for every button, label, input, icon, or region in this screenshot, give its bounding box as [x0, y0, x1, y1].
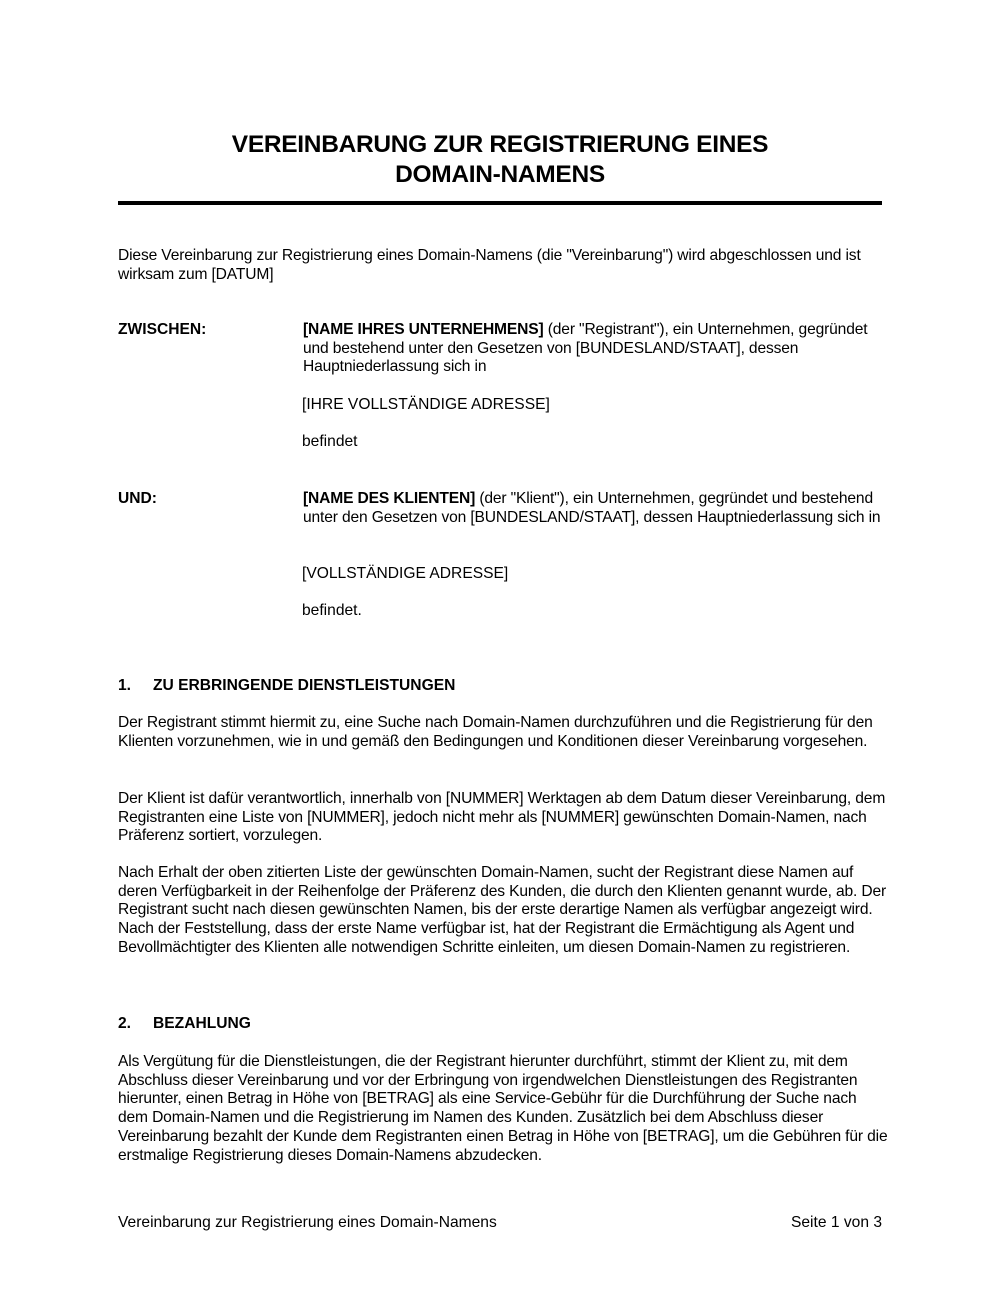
section-1-paragraph-1: Der Registrant stimmt hiermit zu, eine Suche nach Domain-Namen durchzuführen und die Registrierung für den Klienten vorzunehmen, wie in und gemäß den Bedingungen und Konditionen dieser Vereinbarung vorgesehen.	[118, 714, 873, 750]
party-address-client: [VOLLSTÄNDIGE ADRESSE]	[302, 565, 509, 582]
party-label-between: ZWISCHEN:	[118, 321, 207, 338]
footer-page-number: Seite 1 von 3	[790, 1214, 882, 1231]
party-closing-client: befindet.	[302, 602, 362, 619]
section-number: 1.	[118, 677, 132, 694]
section-1-paragraph-3: Nach Erhalt der oben zitierten Liste der gewünschten Domain-Namen, sucht der Registrant diese Namen auf deren Verfügbarkeit in der Reihenfolge der Präferenz des Kunden, die durch den Klienten genannt wurde, ab. Der Registrant sucht nach diesen gewünschten Namen, bis der erste derartige Namen als verfügbar angezeigt wird. Nach der Feststellung, dass der erste Name verfügbar ist, hat der Registrant die Ermächtigung als Agent und Bevollmächtigter des Klienten alle notwendigen Schritte einleiten, um diesen Domain-Namen zu registrieren.	[118, 864, 887, 956]
title-line-2: DOMAIN-NAMENS	[395, 161, 605, 188]
party-label-and: UND:	[118, 490, 157, 507]
party-name-client: [NAME DES KLIENTEN]	[303, 490, 476, 507]
section-title: BEZAHLUNG	[153, 1015, 251, 1032]
section-title: ZU ERBRINGENDE DIENSTLEISTUNGEN	[153, 677, 456, 694]
section-heading-2	[118, 1015, 251, 1034]
title-divider	[118, 201, 882, 205]
section-heading-1	[118, 677, 455, 696]
section-2-paragraph-1: Als Vergütung für die Dienstleistungen, die der Registrant hierunter durchführt, stimmt der Klient zu, mit dem Abschluss dieser Vereinbarung und vor der Erbringung von irgendwelchen Dienstleistungen des Registranten hierunter, einen Betrag in Höhe von [BETRAG] als eine Service-Gebühr für die Durchführung der Suche nach dem Domain-Namen und die Registrierung im Namen des Kunden. Zusätzlich bei dem Abschluss dieser Vereinbarung bezahlt der Kunde dem Registranten einen Betrag in Höhe von [BETRAG], um die Gebühren für die erstmalige Registrierung dieses Domain-Namens abzudecken.	[118, 1053, 888, 1164]
intro-paragraph: Diese Vereinbarung zur Registrierung eines Domain-Namens (die "Vereinbarung") wird abgeschlossen und ist wirksam zum [DATUM]	[118, 247, 861, 283]
party-name-registrant: [NAME IHRES UNTERNEHMENS]	[303, 321, 544, 338]
document-title	[118, 130, 882, 190]
title-line-1: VEREINBARUNG ZUR REGISTRIERUNG EINES	[231, 131, 769, 158]
party-description-client	[303, 490, 883, 527]
footer-document-title: Vereinbarung zur Registrierung eines Domain-Namens	[118, 1214, 497, 1231]
section-1-paragraph-2: Der Klient ist dafür verantwortlich, innerhalb von [NUMMER] Werktagen ab dem Datum dieser Vereinbarung, dem Registranten eine Liste von [NUMMER], jedoch nicht mehr als [NUMMER] gewünschten Domain-Namen, nach Präferenz sortiert, vorzulegen.	[118, 790, 886, 845]
party-address-registrant: [IHRE VOLLSTÄNDIGE ADRESSE]	[302, 396, 550, 413]
party-description-registrant	[303, 321, 883, 377]
section-number: 2.	[118, 1015, 132, 1032]
party-details-client: (der "Klient"), ein Unternehmen, gegründet und bestehend unter den Gesetzen von [BUNDESLAND/STAAT], dessen Hauptniederlassung sich in	[303, 490, 881, 526]
party-closing-registrant: befindet	[302, 433, 358, 450]
party-details-registrant: (der "Registrant"), ein Unternehmen, gegründet und bestehend unter den Gesetzen von [BUNDESLAND/STAAT], dessen Hauptniederlassung sich in	[303, 321, 868, 376]
